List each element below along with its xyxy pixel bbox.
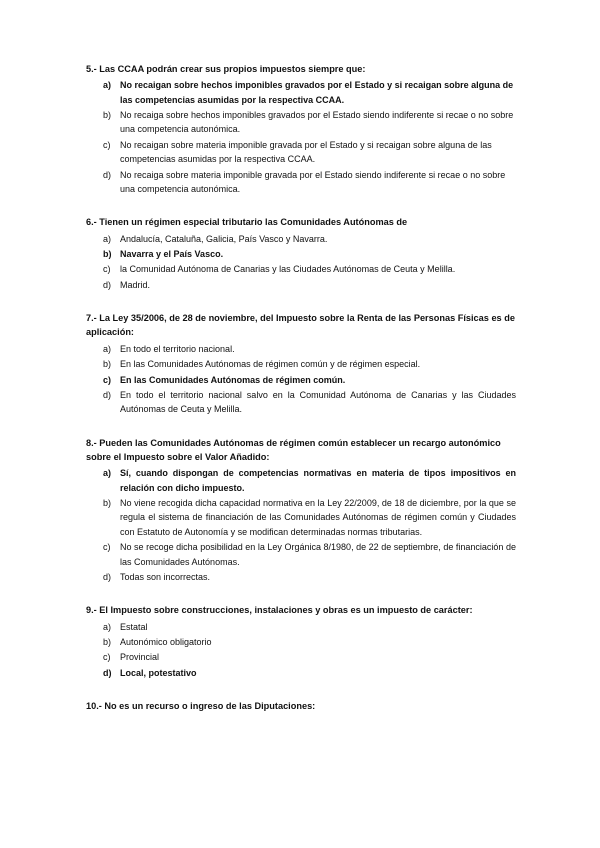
option-b: b) No recaiga sobre hechos imponibles gravados por el Estado siendo indiferente si recae o no sobre una competencia autonómica. [103, 110, 514, 135]
option-list [86, 78, 516, 196]
option-d: d) Local, potestativo [103, 667, 197, 678]
option-list [86, 342, 516, 417]
question-5 [86, 62, 516, 196]
question-7 [86, 311, 516, 416]
question-8 [86, 436, 516, 585]
option-d: d) No recaiga sobre materia imponible gravada por el Estado siendo indiferente si recae o no sobre una competencia autonómica. [103, 169, 506, 195]
question-10 [86, 699, 516, 713]
option-b: b) Navarra y el País Vasco. [103, 249, 224, 260]
option-a: a) No recaigan sobre hechos imponibles gravados por el Estado y si recaigan sobre alguna de las competencias asumidas por la respectiva CCAA. [103, 80, 514, 105]
question-title: 7.- La Ley 35/2006, de 28 de noviembre, del Impuesto sobre la Renta de las Personas Físicas es de aplicación: [86, 313, 515, 338]
option-list [86, 466, 516, 584]
option-a: a) En todo el territorio nacional. [103, 343, 235, 354]
option-b: b) No viene recogida dicha capacidad normativa en la Ley 22/2009, de 18 de diciembre, por la que se regula el sistema de financiación de las Comunidades Autónomas de régimen común y Ciudades con Estatuto de Autonomía y se modifican determinadas normas tributarias. [103, 497, 516, 537]
option-a: a) Andalucía, Cataluña, Galicia, País Vasco y Navarra. [103, 233, 328, 244]
question-9 [86, 603, 516, 680]
option-d: d) Todas son incorrectas. [103, 571, 211, 582]
option-c: c) En las Comunidades Autónomas de régimen común. [103, 374, 346, 385]
question-title: 9.- El Impuesto sobre construcciones, instalaciones y obras es un impuesto de carácter: [86, 605, 473, 616]
option-a: a) Sí, cuando dispongan de competencias normativas en materia de tipos impositivos en relación con dicho impuesto. [103, 468, 516, 493]
option-a: a) Estatal [103, 621, 148, 632]
option-c: c) No se recoge dicha posibilidad en la Ley Orgánica 8/1980, de 22 de septiembre, de financiación de las Comunidades Autónomas. [103, 542, 516, 567]
option-c: c) la Comunidad Autónoma de Canarias y las Ciudades Autónomas de Ceuta y Melilla. [103, 264, 456, 275]
option-b: b) En las Comunidades Autónomas de régimen común y de régimen especial. [103, 359, 421, 370]
question-title: 8.- Pueden las Comunidades Autónomas de régimen común establecer un recargo autonómico sobre el Impuesto sobre el Valor Añadido: [86, 437, 501, 462]
option-list [86, 232, 516, 293]
document-page [86, 62, 516, 713]
question-title: 6.- Tienen un régimen especial tributario las Comunidades Autónomas de [86, 217, 408, 228]
question-title: 10.- No es un recurso o ingreso de las Diputaciones: [86, 701, 316, 712]
option-b: b) Autonómico obligatorio [103, 636, 212, 647]
option-d: d) Madrid. [103, 279, 151, 290]
option-d: d) En todo el territorio nacional salvo en la Comunidad Autónoma de Canarias y las Ciudades Autónomas de Ceuta y Melilla. [103, 389, 516, 415]
question-title: 5.- Las CCAA podrán crear sus propios impuestos siempre que: [86, 64, 366, 74]
option-c: c) Provincial [103, 652, 160, 663]
question-6 [86, 215, 516, 292]
option-list [86, 620, 516, 681]
option-c: c) No recaigan sobre materia imponible gravada por el Estado y si recaigan sobre alguna de las competencias asumidas por la respectiva CCAA. [103, 139, 492, 165]
